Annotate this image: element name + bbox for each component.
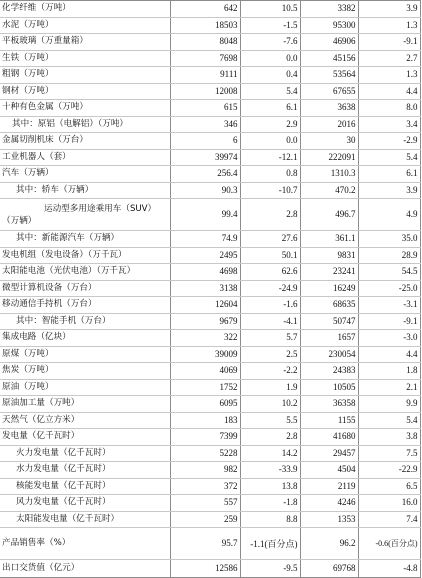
- current-month-growth: -1.1(百分点): [240, 528, 300, 560]
- current-month-growth: 8.8: [240, 511, 300, 528]
- cumulative-value: 16249: [300, 280, 358, 297]
- row-label: 原煤（万吨）: [0, 346, 170, 363]
- current-month-growth: 14.2: [240, 445, 300, 462]
- current-month-value: 12008: [170, 83, 240, 100]
- row-label: 集成电路（亿块）: [0, 330, 170, 347]
- table-row: [0, 166, 420, 183]
- table-row: [0, 445, 420, 462]
- cumulative-growth: 5.4: [358, 149, 420, 166]
- current-month-value: 4698: [170, 264, 240, 281]
- cumulative-value: 69768: [300, 560, 358, 578]
- current-month-value: 3138: [170, 280, 240, 297]
- current-month-value: 6095: [170, 396, 240, 413]
- current-month-value: 183: [170, 412, 240, 429]
- row-label: 产品销售率（%）: [0, 528, 170, 560]
- current-month-value: 6: [170, 133, 240, 150]
- row-label: 火力发电量（亿千瓦时）: [0, 445, 170, 462]
- row-label: 其中：智能手机（万台）: [0, 313, 170, 330]
- current-month-growth: 6.1: [240, 100, 300, 117]
- current-month-growth: -10.7: [240, 182, 300, 199]
- current-month-growth: 1.9: [240, 379, 300, 396]
- current-month-growth: 2.8: [240, 429, 300, 446]
- current-month-value: 7399: [170, 429, 240, 446]
- current-month-value: 39974: [170, 149, 240, 166]
- current-month-growth: 2.5: [240, 346, 300, 363]
- current-month-growth: -4.1: [240, 313, 300, 330]
- cumulative-value: 1310.3: [300, 166, 358, 183]
- cumulative-value: 470.2: [300, 182, 358, 199]
- current-month-value: 8048: [170, 34, 240, 51]
- cumulative-value: 96.2: [300, 528, 358, 560]
- current-month-growth: 62.6: [240, 264, 300, 281]
- cumulative-value: 4246: [300, 495, 358, 512]
- row-label: 发电量（亿千瓦时）: [0, 429, 170, 446]
- current-month-value: 74.9: [170, 231, 240, 248]
- cumulative-value: 30: [300, 133, 358, 150]
- row-label: 汽车（万辆）: [0, 166, 170, 183]
- current-month-value: 7698: [170, 50, 240, 67]
- cumulative-growth: 3.9: [358, 1, 420, 18]
- row-label: 太阳能电池（光伏电池）（万千瓦）: [0, 264, 170, 281]
- table-row: [0, 462, 420, 479]
- row-label: 平板玻璃（万重量箱）: [0, 34, 170, 51]
- current-month-value: 322: [170, 330, 240, 347]
- current-month-value: 9111: [170, 67, 240, 84]
- table-row: [0, 149, 420, 166]
- current-month-value: 39009: [170, 346, 240, 363]
- current-month-growth: 2.8: [240, 199, 300, 231]
- row-label: 工业机器人（套）: [0, 149, 170, 166]
- cumulative-growth: 4.9: [358, 199, 420, 231]
- row-label: 粗钢（万吨）: [0, 67, 170, 84]
- cumulative-growth: -22.9: [358, 462, 420, 479]
- row-label: 其中：新能源汽车（万辆）: [0, 231, 170, 248]
- row-label: 钢材（万吨）: [0, 83, 170, 100]
- current-month-growth: 0.4: [240, 67, 300, 84]
- cumulative-value: 50747: [300, 313, 358, 330]
- current-month-value: 18503: [170, 17, 240, 34]
- cumulative-growth: 16.0: [358, 495, 420, 512]
- row-label-text: 运动型多用途乘用车（SUV）（万辆）: [2, 203, 157, 226]
- table-row: [0, 83, 420, 100]
- current-month-growth: 0.8: [240, 166, 300, 183]
- current-month-growth: -2.2: [240, 363, 300, 380]
- row-label: 移动通信手持机（万台）: [0, 297, 170, 314]
- cumulative-growth: 4.4: [358, 346, 420, 363]
- row-label: 出口交货值（亿元）: [0, 560, 170, 578]
- table-row: [0, 412, 420, 429]
- cumulative-value: 9831: [300, 247, 358, 264]
- current-month-growth: 0.0: [240, 133, 300, 150]
- current-month-growth: 10.5: [240, 1, 300, 18]
- table-row: [0, 429, 420, 446]
- cumulative-value: 41680: [300, 429, 358, 446]
- cumulative-value: 29457: [300, 445, 358, 462]
- table-row: [0, 379, 420, 396]
- cumulative-value: 2016: [300, 116, 358, 133]
- cumulative-growth: 1.3: [358, 17, 420, 34]
- cumulative-growth: 7.5: [358, 445, 420, 462]
- cumulative-value: 496.7: [300, 199, 358, 231]
- cumulative-value: 95300: [300, 17, 358, 34]
- table-row: [0, 495, 420, 512]
- row-label: 金属切削机床（万台）: [0, 133, 170, 150]
- row-label: 焦炭（万吨）: [0, 363, 170, 380]
- current-month-growth: -33.9: [240, 462, 300, 479]
- current-month-value: 9679: [170, 313, 240, 330]
- cumulative-growth: -25.0: [358, 280, 420, 297]
- current-month-value: 346: [170, 116, 240, 133]
- table-row: [0, 67, 420, 84]
- current-month-growth: -1.5: [240, 17, 300, 34]
- cumulative-growth: 6.5: [358, 478, 420, 495]
- cumulative-value: 23241: [300, 264, 358, 281]
- cumulative-value: 2119: [300, 478, 358, 495]
- row-label: 天然气（亿立方米）: [0, 412, 170, 429]
- cumulative-value: 46906: [300, 34, 358, 51]
- cumulative-value: 24383: [300, 363, 358, 380]
- current-month-value: 95.7: [170, 528, 240, 560]
- current-month-value: 1752: [170, 379, 240, 396]
- row-label: 原油加工量（万吨）: [0, 396, 170, 413]
- cumulative-value: 222091: [300, 149, 358, 166]
- cumulative-growth: 6.1: [358, 166, 420, 183]
- cumulative-growth: -9.1: [358, 34, 420, 51]
- current-month-value: 982: [170, 462, 240, 479]
- table-row: [0, 116, 420, 133]
- current-month-growth: 5.7: [240, 330, 300, 347]
- row-label: 其中：原铝（电解铝）（万吨）: [0, 116, 170, 133]
- current-month-value: 2495: [170, 247, 240, 264]
- table-row: [0, 280, 420, 297]
- current-month-growth: 27.6: [240, 231, 300, 248]
- current-month-growth: -24.9: [240, 280, 300, 297]
- current-month-growth: -7.6: [240, 34, 300, 51]
- cumulative-value: 1657: [300, 330, 358, 347]
- current-month-value: 642: [170, 1, 240, 18]
- row-label: 太阳能发电量（亿千瓦时）: [0, 511, 170, 528]
- cumulative-growth: 3.4: [358, 116, 420, 133]
- current-month-value: 4069: [170, 363, 240, 380]
- table-row: [0, 50, 420, 67]
- current-month-value: 90.3: [170, 182, 240, 199]
- current-month-growth: 2.9: [240, 116, 300, 133]
- cumulative-growth: 28.9: [358, 247, 420, 264]
- table-row: [0, 528, 420, 560]
- cumulative-value: 68635: [300, 297, 358, 314]
- table-row: [0, 1, 420, 18]
- table-row: [0, 247, 420, 264]
- current-month-growth: 5.5: [240, 412, 300, 429]
- cumulative-value: 361.1: [300, 231, 358, 248]
- cumulative-value: 1155: [300, 412, 358, 429]
- cumulative-growth: 7.4: [358, 511, 420, 528]
- cumulative-value: 67655: [300, 83, 358, 100]
- cumulative-growth: 5.4: [358, 412, 420, 429]
- current-month-value: 5228: [170, 445, 240, 462]
- current-month-growth: 10.2: [240, 396, 300, 413]
- table-row: [0, 17, 420, 34]
- table-row: [0, 396, 420, 413]
- cumulative-growth: 4.4: [358, 83, 420, 100]
- cumulative-growth: 2.7: [358, 50, 420, 67]
- current-month-value: 256.4: [170, 166, 240, 183]
- row-label: 化学纤维（万吨）: [0, 1, 170, 18]
- row-label: 微型计算机设备（万台）: [0, 280, 170, 297]
- table-row: [0, 313, 420, 330]
- cumulative-growth: -3.1: [358, 297, 420, 314]
- cumulative-value: 230054: [300, 346, 358, 363]
- cumulative-growth: 2.1: [358, 379, 420, 396]
- current-month-growth: -9.5: [240, 560, 300, 578]
- cumulative-value: 10505: [300, 379, 358, 396]
- cumulative-growth: 1.8: [358, 363, 420, 380]
- cumulative-value: 3638: [300, 100, 358, 117]
- table-row: [0, 478, 420, 495]
- current-month-growth: -1.8: [240, 495, 300, 512]
- row-label: 水泥（万吨）: [0, 17, 170, 34]
- current-month-value: 557: [170, 495, 240, 512]
- table-row: [0, 231, 420, 248]
- table-row: [0, 297, 420, 314]
- table-row: [0, 511, 420, 528]
- table-row: [0, 133, 420, 150]
- cumulative-growth: -9.1: [358, 313, 420, 330]
- table-row: [0, 199, 420, 231]
- row-label: 原油（万吨）: [0, 379, 170, 396]
- current-month-growth: 0.0: [240, 50, 300, 67]
- current-month-growth: -1.6: [240, 297, 300, 314]
- row-label: 十种有色金属（万吨）: [0, 100, 170, 117]
- current-month-growth: 5.4: [240, 83, 300, 100]
- current-month-value: 12604: [170, 297, 240, 314]
- current-month-value: 372: [170, 478, 240, 495]
- cumulative-growth: 3.9: [358, 182, 420, 199]
- cumulative-growth: -3.0: [358, 330, 420, 347]
- current-month-growth: 50.1: [240, 247, 300, 264]
- row-label: 发电机组（发电设备）（万千瓦）: [0, 247, 170, 264]
- cumulative-growth: 9.9: [358, 396, 420, 413]
- cumulative-growth: -4.8: [358, 560, 420, 578]
- cumulative-value: 36358: [300, 396, 358, 413]
- table-row: [0, 330, 420, 347]
- cumulative-value: 53564: [300, 67, 358, 84]
- current-month-growth: -12.1: [240, 149, 300, 166]
- cumulative-growth: 1.3: [358, 67, 420, 84]
- current-month-value: 12586: [170, 560, 240, 578]
- row-label: 风力发电量（亿千瓦时）: [0, 495, 170, 512]
- table-row: [0, 363, 420, 380]
- row-label: 其中：轿车（万辆）: [0, 182, 170, 199]
- cumulative-growth: 54.5: [358, 264, 420, 281]
- table-row: [0, 34, 420, 51]
- table-row: [0, 264, 420, 281]
- table-row: [0, 182, 420, 199]
- table-row: [0, 560, 420, 578]
- cumulative-growth: -0.6(百分点): [358, 528, 420, 560]
- row-label: 水力发电量（亿千瓦时）: [0, 462, 170, 479]
- current-month-growth: 13.8: [240, 478, 300, 495]
- current-month-value: 99.4: [170, 199, 240, 231]
- cumulative-growth: -2.9: [358, 133, 420, 150]
- current-month-value: 259: [170, 511, 240, 528]
- cumulative-growth: 35.0: [358, 231, 420, 248]
- cumulative-value: 4504: [300, 462, 358, 479]
- table-row: [0, 100, 420, 117]
- row-label: [0, 199, 170, 231]
- cumulative-growth: 8.0: [358, 100, 420, 117]
- row-label: 生铁（万吨）: [0, 50, 170, 67]
- cumulative-value: 1353: [300, 511, 358, 528]
- table-row: [0, 346, 420, 363]
- cumulative-value: 45156: [300, 50, 358, 67]
- cumulative-growth: 3.8: [358, 429, 420, 446]
- row-label: 核能发电量（亿千瓦时）: [0, 478, 170, 495]
- current-month-value: 615: [170, 100, 240, 117]
- cumulative-value: 3382: [300, 1, 358, 18]
